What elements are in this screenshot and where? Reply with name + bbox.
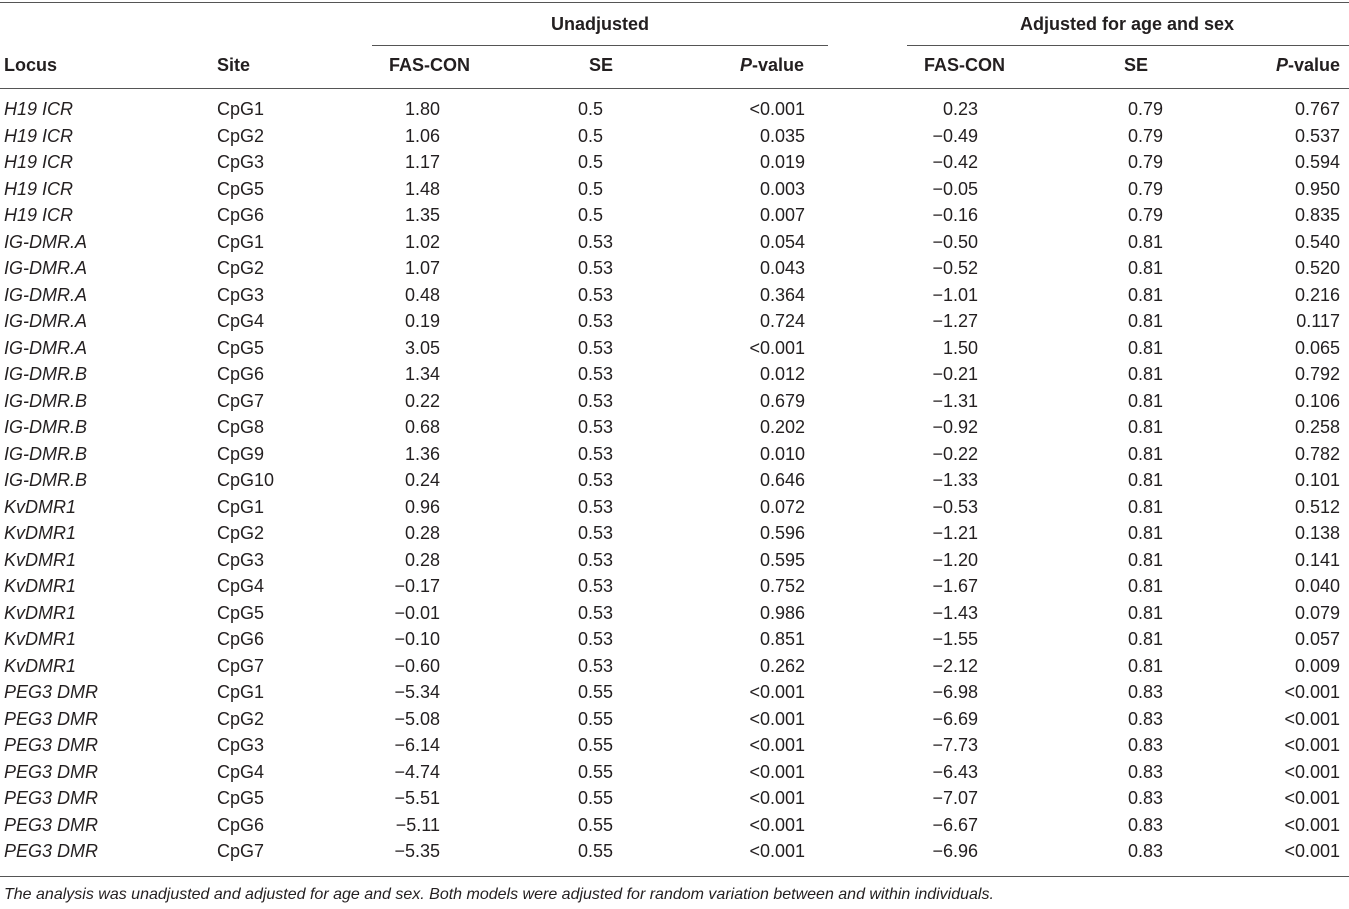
cell-locus: IG-DMR.B [4, 417, 87, 437]
cell-a-diff: −1.01 [932, 284, 978, 305]
cell-locus: KvDMR1 [4, 629, 77, 649]
cell-site: CpG7 [217, 841, 265, 861]
cell-a-se: 0.79 [1127, 205, 1163, 225]
cell-locus: PEG3 DMR [4, 708, 99, 729]
cell-locus: H19 ICR [4, 125, 74, 146]
p-value-suffix: -value [1288, 55, 1341, 75]
cell-a-p: 0.767 [1294, 99, 1340, 119]
cell-a-diff: −0.05 [932, 178, 978, 199]
cell-site: CpG7 [217, 390, 265, 411]
cell-a-se: 0.81 [1127, 311, 1163, 331]
cell-a-diff: −1.43 [932, 602, 978, 623]
cell-site: CpG6 [217, 814, 265, 835]
cell-a-diff: −6.96 [932, 841, 978, 861]
cell-a-se: 0.83 [1127, 735, 1163, 755]
cell-a-diff: −7.07 [932, 788, 978, 808]
cell-locus: KvDMR1 [4, 496, 77, 517]
cell-a-se: 0.81 [1127, 576, 1163, 596]
cell-locus: IG-DMR.A [4, 337, 87, 358]
cell-u-diff: 0.68 [404, 417, 440, 437]
cell-a-diff: −6.69 [932, 708, 978, 729]
cell-u-se: 0.53 [578, 576, 614, 596]
cell-locus: H19 ICR [4, 99, 74, 119]
cell-a-p: 0.792 [1294, 364, 1340, 384]
cell-a-p: <0.001 [1284, 682, 1340, 702]
column-header-locus: Locus [4, 55, 58, 75]
cell-locus: H19 ICR [4, 178, 74, 199]
table-row [0, 229, 1349, 255]
cell-site: CpG2 [217, 523, 265, 543]
cell-u-diff: 0.22 [404, 390, 440, 411]
cell-u-p: 0.035 [759, 125, 805, 146]
cell-u-p: <0.001 [749, 99, 805, 119]
cell-u-se: 0.55 [578, 814, 614, 835]
table-row [0, 838, 1349, 864]
cell-u-p: 0.262 [759, 655, 805, 676]
cell-site: CpG4 [217, 761, 265, 782]
cell-locus: H19 ICR [4, 205, 74, 225]
cell-u-se: 0.53 [578, 602, 614, 623]
column-header-site: Site [217, 55, 251, 75]
cell-u-se: 0.55 [578, 841, 614, 861]
cell-site: CpG2 [217, 125, 265, 146]
cell-a-p: 0.057 [1294, 629, 1340, 649]
cell-u-p: <0.001 [749, 682, 805, 702]
cell-u-diff: −5.51 [394, 788, 440, 808]
cell-locus: PEG3 DMR [4, 788, 99, 808]
table-row [0, 626, 1349, 652]
cell-u-diff: 0.19 [404, 311, 440, 331]
cell-a-diff: −1.31 [932, 390, 978, 411]
cell-a-p: <0.001 [1284, 841, 1340, 861]
cell-a-p: 0.594 [1294, 152, 1340, 172]
header-bottom-rule [0, 88, 1349, 89]
cell-a-p: 0.141 [1294, 549, 1340, 570]
cell-locus: IG-DMR.B [4, 470, 87, 490]
cell-a-se: 0.79 [1127, 99, 1163, 119]
cell-a-se: 0.79 [1127, 178, 1163, 199]
cell-u-p: 0.043 [759, 258, 805, 278]
cell-u-p: <0.001 [749, 337, 805, 358]
cell-a-se: 0.81 [1127, 549, 1163, 570]
cell-site: CpG7 [217, 655, 265, 676]
cell-u-diff: −0.01 [394, 602, 440, 623]
cell-u-se: 0.53 [578, 523, 614, 543]
cell-a-p: 0.512 [1294, 496, 1340, 517]
cell-u-se: 0.5 [578, 205, 604, 225]
cell-locus: PEG3 DMR [4, 761, 99, 782]
cell-a-se: 0.83 [1127, 841, 1163, 861]
cell-u-se: 0.5 [578, 152, 604, 172]
cell-site: CpG10 [217, 470, 275, 490]
cell-u-se: 0.55 [578, 761, 614, 782]
table-row [0, 653, 1349, 679]
cell-a-se: 0.81 [1127, 284, 1163, 305]
cell-u-diff: −0.60 [394, 655, 440, 676]
cell-a-diff: −0.50 [932, 231, 978, 252]
cell-a-p: <0.001 [1284, 708, 1340, 729]
cell-u-p: 0.851 [759, 629, 805, 649]
cell-u-diff: 0.48 [404, 284, 440, 305]
cell-u-diff: −5.08 [394, 708, 440, 729]
cell-a-p: 0.117 [1296, 311, 1340, 331]
cell-u-p: 0.595 [759, 549, 805, 570]
cell-site: CpG6 [217, 629, 265, 649]
cell-site: CpG6 [217, 205, 265, 225]
cell-u-se: 0.5 [578, 125, 604, 146]
cell-u-se: 0.53 [578, 311, 614, 331]
column-header-unadjusted-fas-con: FAS-CON [389, 55, 470, 75]
table-row [0, 308, 1349, 334]
table-row [0, 176, 1349, 202]
cell-locus: IG-DMR.B [4, 390, 87, 411]
table-row [0, 414, 1349, 440]
cell-a-p: <0.001 [1284, 814, 1340, 835]
cell-site: CpG5 [217, 602, 265, 623]
cell-u-diff: −5.35 [394, 841, 440, 861]
cell-a-se: 0.81 [1127, 655, 1163, 676]
table-row [0, 202, 1349, 228]
cell-a-diff: −0.42 [932, 152, 978, 172]
cell-u-diff: 0.96 [404, 496, 440, 517]
cell-u-p: 0.364 [759, 284, 805, 305]
cell-u-p: 0.202 [759, 417, 805, 437]
cell-site: CpG5 [217, 788, 265, 808]
cell-a-diff: −0.52 [932, 258, 978, 278]
cell-site: CpG3 [217, 284, 265, 305]
cell-locus: IG-DMR.A [4, 258, 87, 278]
cell-a-p: 0.537 [1294, 125, 1340, 146]
column-header-unadjusted-p-value [740, 55, 804, 76]
cell-u-diff: −5.11 [395, 814, 440, 835]
cell-u-se: 0.53 [578, 655, 614, 676]
cell-a-diff: −7.73 [932, 735, 978, 755]
cell-u-se: 0.53 [578, 549, 614, 570]
cell-locus: KvDMR1 [4, 523, 77, 543]
cell-u-p: 0.724 [759, 311, 805, 331]
cell-u-diff: 1.35 [404, 205, 440, 225]
cell-a-diff: −6.98 [932, 682, 978, 702]
cell-site: CpG5 [217, 178, 265, 199]
cell-locus: KvDMR1 [4, 576, 77, 596]
cell-u-diff: 1.36 [404, 443, 440, 464]
table-footnote: The analysis was unadjusted and adjusted for age and sex. Both models were adjusted for random variation between and within individuals. [4, 886, 994, 903]
cell-a-p: 0.950 [1294, 178, 1340, 199]
cell-u-diff: −4.74 [394, 761, 440, 782]
cell-u-diff: 1.48 [404, 178, 440, 199]
cell-a-se: 0.81 [1127, 337, 1163, 358]
cell-u-se: 0.5 [578, 99, 604, 119]
cell-a-p: 0.835 [1294, 205, 1340, 225]
cell-locus: IG-DMR.A [4, 311, 87, 331]
cell-u-diff: −0.10 [394, 629, 440, 649]
table-row [0, 388, 1349, 414]
cell-a-se: 0.83 [1127, 761, 1163, 782]
cell-a-diff: 0.23 [942, 99, 978, 119]
cell-a-se: 0.81 [1127, 629, 1163, 649]
table-row [0, 600, 1349, 626]
cell-u-p: 0.003 [759, 178, 805, 199]
cell-a-se: 0.81 [1127, 417, 1163, 437]
cell-site: CpG9 [217, 443, 265, 464]
cell-site: CpG3 [217, 735, 265, 755]
cell-u-p: 0.010 [759, 443, 805, 464]
group-header-unadjusted: Unadjusted [550, 14, 649, 34]
cell-site: CpG1 [217, 231, 265, 252]
cell-u-p: 0.007 [759, 205, 805, 225]
cell-u-p: <0.001 [749, 735, 805, 755]
group-underline-adjusted [907, 45, 1349, 46]
cell-u-diff: 1.07 [404, 258, 440, 278]
cell-locus: PEG3 DMR [4, 841, 99, 861]
cell-a-se: 0.81 [1127, 602, 1163, 623]
cell-u-diff: 1.34 [404, 364, 440, 384]
table-row [0, 96, 1349, 122]
cell-a-p: 0.258 [1294, 417, 1340, 437]
table-row [0, 520, 1349, 546]
p-value-suffix: -value [752, 55, 805, 75]
cell-a-diff: −1.55 [932, 629, 978, 649]
cell-u-diff: −5.34 [394, 682, 440, 702]
cell-u-diff: 1.17 [404, 152, 440, 172]
group-underline-unadjusted [372, 45, 828, 46]
cell-a-p: 0.065 [1294, 337, 1340, 358]
cell-locus: IG-DMR.B [4, 364, 87, 384]
cell-u-se: 0.55 [578, 708, 614, 729]
cell-site: CpG3 [217, 549, 265, 570]
table-row [0, 467, 1349, 493]
cell-a-se: 0.81 [1127, 523, 1163, 543]
cell-u-se: 0.53 [578, 364, 614, 384]
cell-a-diff: −6.67 [932, 814, 978, 835]
cell-u-se: 0.53 [578, 470, 614, 490]
cell-u-se: 0.53 [578, 231, 614, 252]
cell-site: CpG4 [217, 311, 265, 331]
cell-u-se: 0.5 [578, 178, 604, 199]
cell-u-se: 0.53 [578, 629, 614, 649]
cell-site: CpG5 [217, 337, 265, 358]
cell-u-diff: 1.80 [404, 99, 440, 119]
cell-site: CpG4 [217, 576, 265, 596]
cell-a-se: 0.83 [1127, 814, 1163, 835]
cell-u-p: 0.054 [759, 231, 805, 252]
cell-locus: IG-DMR.A [4, 284, 87, 305]
cell-site: CpG3 [217, 152, 265, 172]
cell-u-se: 0.53 [578, 496, 614, 517]
cell-u-se: 0.53 [578, 417, 614, 437]
cell-u-p: <0.001 [749, 708, 805, 729]
cell-u-diff: 0.24 [404, 470, 440, 490]
cell-a-p: 0.106 [1294, 390, 1340, 411]
cell-site: CpG6 [217, 364, 265, 384]
cell-locus: PEG3 DMR [4, 814, 99, 835]
cell-locus: KvDMR1 [4, 549, 77, 570]
cell-a-p: 0.040 [1294, 576, 1340, 596]
cell-a-se: 0.81 [1127, 496, 1163, 517]
cell-u-p: 0.679 [759, 390, 805, 411]
cell-u-diff: 0.28 [404, 549, 440, 570]
cell-u-se: 0.55 [578, 788, 614, 808]
cell-a-diff: −0.92 [932, 417, 978, 437]
cell-site: CpG8 [217, 417, 265, 437]
cell-u-p: 0.596 [759, 523, 805, 543]
column-header-adjusted-p-value [1276, 55, 1340, 76]
cell-u-se: 0.55 [578, 682, 614, 702]
cell-u-p: 0.012 [759, 364, 805, 384]
cell-u-p: 0.019 [759, 152, 805, 172]
cell-a-se: 0.83 [1127, 708, 1163, 729]
cell-a-p: 0.079 [1294, 602, 1340, 623]
cell-site: CpG1 [217, 496, 265, 517]
cell-locus: IG-DMR.A [4, 231, 87, 252]
cell-a-diff: −2.12 [932, 655, 978, 676]
cell-locus: H19 ICR [4, 152, 74, 172]
table-row [0, 547, 1349, 573]
table-row [0, 441, 1349, 467]
table-row [0, 573, 1349, 599]
table-row [0, 282, 1349, 308]
cell-a-p: 0.101 [1294, 470, 1340, 490]
cell-a-se: 0.81 [1127, 364, 1163, 384]
cell-u-se: 0.53 [578, 443, 614, 464]
column-header-adjusted-se: SE [1124, 55, 1149, 75]
table-row [0, 812, 1349, 838]
table-row [0, 361, 1349, 387]
cell-a-diff: −0.21 [932, 364, 978, 384]
cell-a-diff: −0.22 [932, 443, 978, 464]
cell-locus: IG-DMR.B [4, 443, 87, 464]
cell-a-se: 0.79 [1127, 152, 1163, 172]
cell-site: CpG2 [217, 708, 265, 729]
cell-u-p: 0.646 [759, 470, 805, 490]
table-row [0, 494, 1349, 520]
cell-site: CpG1 [217, 99, 265, 119]
cell-locus: KvDMR1 [4, 655, 77, 676]
table-row [0, 706, 1349, 732]
table-row [0, 759, 1349, 785]
cell-a-diff: 1.50 [942, 337, 978, 358]
cell-u-p: 0.986 [759, 602, 805, 623]
cell-a-p: <0.001 [1284, 735, 1340, 755]
cell-a-se: 0.81 [1127, 390, 1163, 411]
table-top-rule [0, 2, 1349, 3]
column-header-unadjusted-se: SE [589, 55, 614, 75]
cell-u-p: <0.001 [749, 814, 805, 835]
cell-u-se: 0.53 [578, 337, 614, 358]
cell-a-p: 0.009 [1294, 655, 1340, 676]
cell-u-p: <0.001 [749, 788, 805, 808]
column-header-adjusted-fas-con: FAS-CON [924, 55, 1005, 75]
cell-locus: PEG3 DMR [4, 735, 99, 755]
cell-u-diff: 1.06 [404, 125, 440, 146]
cell-u-p: 0.752 [759, 576, 805, 596]
cell-u-diff: 3.05 [404, 337, 440, 358]
cell-a-se: 0.81 [1127, 231, 1163, 252]
cell-a-p: 0.782 [1294, 443, 1340, 464]
cell-a-se: 0.81 [1127, 443, 1163, 464]
cell-u-se: 0.53 [578, 258, 614, 278]
cell-u-p: 0.072 [759, 496, 805, 517]
cell-u-se: 0.55 [578, 735, 614, 755]
cell-locus: KvDMR1 [4, 602, 77, 623]
cell-locus: PEG3 DMR [4, 682, 99, 702]
cell-site: CpG1 [217, 682, 265, 702]
cell-a-se: 0.83 [1127, 788, 1163, 808]
table-row [0, 335, 1349, 361]
group-header-adjusted: Adjusted for age and sex [1019, 14, 1235, 34]
cell-a-se: 0.83 [1127, 682, 1163, 702]
cell-u-diff: −6.14 [394, 735, 440, 755]
cell-a-se: 0.81 [1127, 258, 1163, 278]
cell-u-se: 0.53 [578, 390, 614, 411]
cell-u-se: 0.53 [578, 284, 614, 305]
cell-u-p: <0.001 [749, 761, 805, 782]
table-row [0, 732, 1349, 758]
cell-u-p: <0.001 [749, 841, 805, 861]
cell-a-diff: −1.67 [932, 576, 978, 596]
cell-a-diff: −0.53 [932, 496, 978, 517]
cell-a-diff: −1.21 [932, 523, 978, 543]
cell-a-p: 0.138 [1294, 523, 1340, 543]
cell-a-p: <0.001 [1284, 761, 1340, 782]
table-row [0, 255, 1349, 281]
cell-a-diff: −1.20 [932, 549, 978, 570]
cell-a-diff: −6.43 [932, 761, 978, 782]
table-bottom-rule [0, 876, 1349, 877]
cell-a-p: 0.520 [1294, 258, 1340, 278]
table-row [0, 785, 1349, 811]
cell-a-se: 0.81 [1127, 470, 1163, 490]
cell-u-diff: −0.17 [394, 576, 440, 596]
cell-a-p: 0.540 [1294, 231, 1340, 252]
table-row [0, 679, 1349, 705]
cell-site: CpG2 [217, 258, 265, 278]
cell-a-diff: −1.27 [932, 311, 978, 331]
cell-a-diff: −0.49 [932, 125, 978, 146]
cell-u-diff: 1.02 [404, 231, 440, 252]
cell-u-diff: 0.28 [404, 523, 440, 543]
table-row [0, 123, 1349, 149]
cell-a-diff: −0.16 [932, 205, 978, 225]
p-italic-label: P [1276, 55, 1289, 75]
cell-a-diff: −1.33 [932, 470, 978, 490]
cell-a-se: 0.79 [1127, 125, 1163, 146]
p-italic-label: P [740, 55, 753, 75]
cell-a-p: 0.216 [1294, 284, 1340, 305]
table-row [0, 149, 1349, 175]
cell-a-p: <0.001 [1284, 788, 1340, 808]
